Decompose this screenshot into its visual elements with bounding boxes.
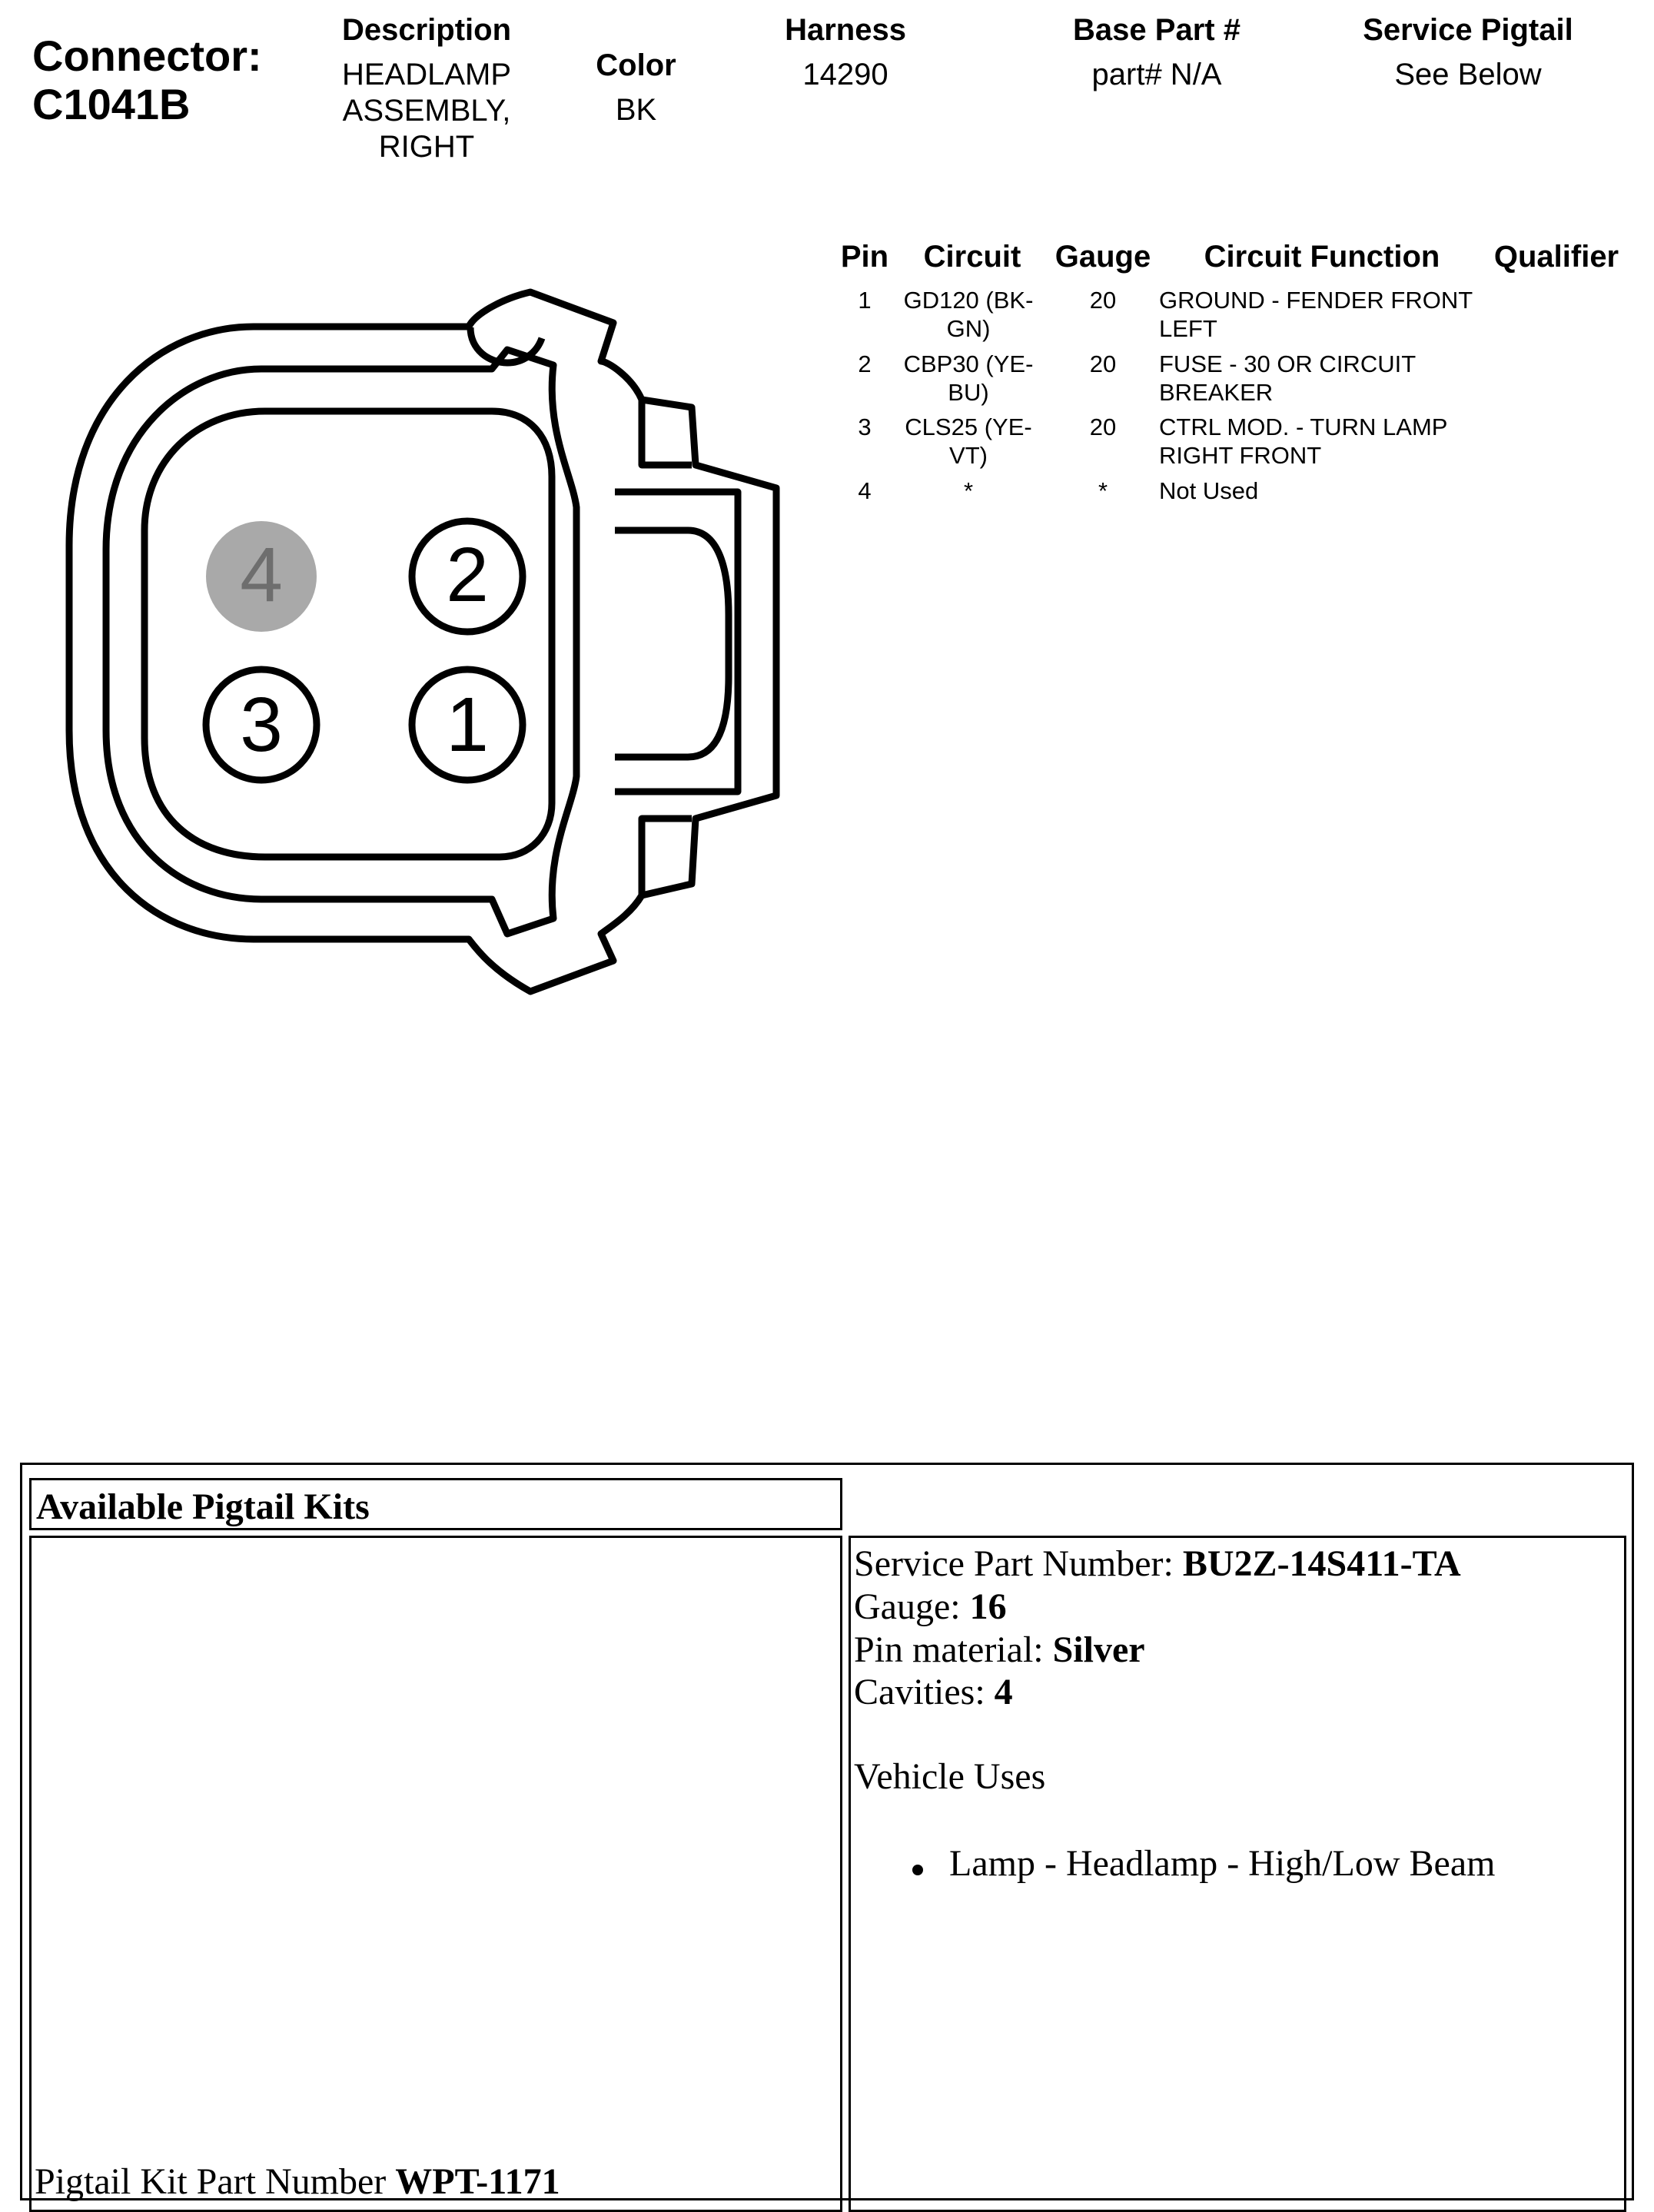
pigtail-title-box [29, 1478, 842, 1530]
table-row-2-pin: 2 [858, 350, 872, 377]
pin-cavity-label-2: 2 [446, 532, 489, 618]
latch-outer [615, 492, 738, 792]
pigtail-kit-label: Pigtail Kit Part Number [35, 2161, 396, 2202]
pigtail-kit-part [35, 2161, 560, 2203]
service-part-label: Service Part Number: [854, 1543, 1183, 1584]
pigtail-title: Available Pigtail Kits [36, 1486, 370, 1527]
gauge-line [854, 1586, 1007, 1628]
base-part-label: Base Part # [1073, 13, 1240, 47]
latch-inner [615, 530, 729, 757]
pin-header: Pin [840, 240, 889, 274]
table-row-2-circuit: CBP30 (YE-BU) [903, 350, 1034, 407]
table-row-4-gauge: * [1098, 477, 1108, 504]
service-part-line [854, 1543, 1461, 1585]
service-part-box [849, 1536, 1626, 2212]
connector-label: Connector: [32, 32, 262, 80]
table-row-3-circuit: CLS25 (YE-VT) [905, 414, 1032, 470]
table-row-4-function: Not Used [1159, 477, 1259, 504]
service-pigtail-value: See Below [1394, 58, 1542, 91]
vehicle-use-item: Lamp - Headlamp - High/Low Beam [949, 1843, 1496, 1884]
color-value: BK [615, 93, 657, 127]
service-pigtail-label: Service Pigtail [1363, 13, 1573, 47]
table-row-3-pin: 3 [858, 414, 872, 440]
description-value: HEADLAMP ASSEMBLY, RIGHT [341, 58, 512, 164]
vehicle-uses-label: Vehicle Uses [854, 1756, 1046, 1797]
pin-material-label: Pin material: [854, 1629, 1053, 1670]
seal-outline [106, 350, 576, 934]
pin-material-line [854, 1629, 1145, 1671]
pigtail-kit-number: WPT-1171 [395, 2161, 560, 2202]
qualifier-header: Qualifier [1493, 240, 1619, 274]
gauge-value: 16 [969, 1586, 1007, 1627]
cavities-line [854, 1671, 1013, 1713]
table-row-1-function: GROUND - FENDER FRONT LEFT [1159, 287, 1473, 343]
key-notch [470, 327, 542, 363]
connector-face-diagram [0, 0, 815, 1015]
harness-label: Harness [785, 13, 906, 47]
gauge-label: Gauge: [854, 1586, 970, 1627]
table-row-1-gauge: 20 [1089, 287, 1117, 314]
pin-cavity-label-4: 4 [240, 532, 283, 618]
harness-value: 14290 [802, 58, 888, 91]
description-label: Description [341, 13, 512, 47]
pigtail-kit-box [29, 1536, 842, 2212]
function-header: Circuit Function [1204, 240, 1440, 274]
table-row-4-pin: 4 [858, 477, 872, 504]
table-row-3-gauge: 20 [1089, 414, 1117, 440]
table-row-4-circuit: * [963, 477, 974, 504]
connector-id: C1041B [32, 79, 191, 128]
gauge-header: Gauge [1055, 240, 1151, 274]
cavities-value: 4 [994, 1672, 1013, 1712]
pin-cavity-label-3: 3 [240, 682, 283, 768]
circuit-header: Circuit [923, 240, 1021, 274]
table-row-2-function: FUSE - 30 OR CIRCUIT BREAKER [1159, 350, 1416, 407]
pin-material-value: Silver [1052, 1629, 1145, 1670]
pin-cavity-label-1: 1 [446, 682, 489, 768]
table-row-3-function: CTRL MOD. - TURN LAMP RIGHT FRONT [1159, 414, 1447, 470]
cavity-outline [144, 411, 552, 857]
base-part-value: part# N/A [1091, 58, 1222, 91]
cavities-label: Cavities: [854, 1672, 995, 1712]
table-row-1-pin: 1 [858, 287, 872, 314]
bullet-icon [912, 1865, 923, 1875]
table-row-2-gauge: 20 [1089, 350, 1117, 377]
color-label: Color [596, 48, 676, 82]
table-row-1-circuit: GD120 (BK-GN) [903, 287, 1034, 343]
service-part-value: BU2Z-14S411-TA [1182, 1543, 1461, 1584]
